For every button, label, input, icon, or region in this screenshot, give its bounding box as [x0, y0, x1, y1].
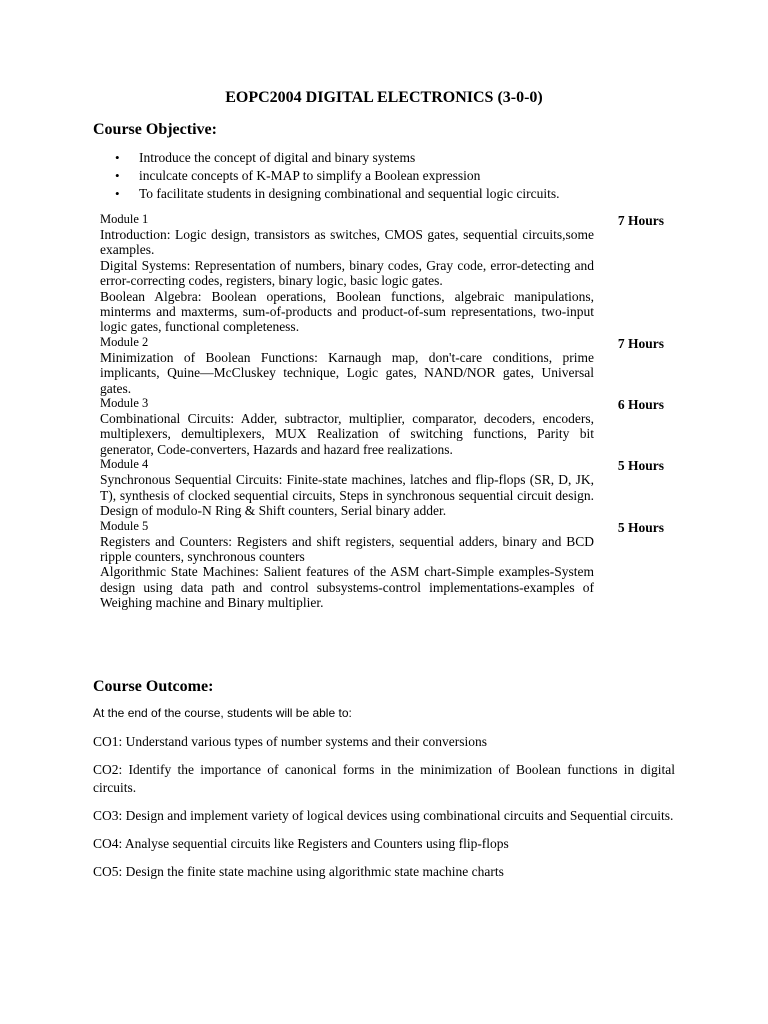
module-list: [100, 212, 670, 611]
module-label: Module 1: [100, 212, 149, 226]
objective-item: [93, 167, 693, 185]
outcome-list: [93, 733, 675, 891]
bullet-icon: •: [115, 150, 120, 165]
module-label: Module 5: [100, 518, 149, 533]
module-paragraph: Algorithmic State Machines: Salient features of the ASM chart-Simple examples-System design using data path and control subsystems-control implementations-examples of Weighing machine and Binary multiplier.: [100, 564, 594, 611]
module-paragraph: Digital Systems: Representation of numbers, binary codes, Gray code, error-detecting and error-correcting codes, registers, binary logic, basic logic gates.: [100, 257, 594, 289]
course-outcome-item: CO3: Design and implement variety of logical devices using combinational circuits and Sequential circuits.: [93, 808, 674, 823]
course-outcome-item: CO4: Analyse sequential circuits like Registers and Counters using flip-flops: [93, 836, 509, 851]
module-hours: 6 Hours: [617, 397, 664, 413]
bullet-icon: •: [115, 186, 120, 201]
module-hours: 5 Hours: [617, 458, 664, 474]
module-1: [100, 212, 670, 335]
module-paragraph: Minimization of Boolean Functions: Karnaugh map, don't-care conditions, prime implicants, Quine—McCluskey technique, Logic gates, NAND/NOR gates, Universal gates.: [100, 349, 594, 396]
objective-text: inculcate concepts of K-MAP to simplify a Boolean expression: [139, 168, 481, 183]
outcome-intro: At the end of the course, students will be able to:: [93, 706, 352, 720]
module-label: Module 3: [100, 396, 149, 411]
module-2: [100, 335, 670, 396]
course-objective-heading: Course Objective:: [93, 121, 217, 138]
module-label: Module 2: [100, 334, 149, 349]
objective-list: [93, 149, 693, 203]
module-5: [100, 519, 670, 611]
objective-text: To facilitate students in designing combinational and sequential logic circuits.: [139, 186, 560, 201]
module-hours: 7 Hours: [617, 213, 664, 228]
module-3: [100, 396, 670, 457]
objective-text: Introduce the concept of digital and binary systems: [139, 150, 416, 165]
module-4: [100, 457, 670, 518]
module-paragraph: Registers and Counters: Registers and shift registers, sequential adders, binary and BCD ripple counters, synchronous counters: [100, 533, 594, 564]
course-outcome-item: CO1: Understand various types of number systems and their conversions: [93, 734, 488, 749]
module-paragraph: Synchronous Sequential Circuits: Finite-state machines, latches and flip-flops (SR, D, JK, T), synthesis of clocked sequential circuits, Steps in synchronous sequential circuit design. Design of modulo-N Ring & Shift counters, Serial binary adder.: [100, 472, 594, 519]
module-label: Module 4: [100, 457, 149, 472]
module-hours: 7 Hours: [617, 335, 664, 351]
course-outcome-heading: Course Outcome:: [93, 678, 214, 695]
module-paragraph: Boolean Algebra: Boolean operations, Boolean functions, algebraic manipulations, minterms and maxterms, sum-of-products and product-of-sum representations, two-input logic gates, functional completeness.: [100, 288, 594, 335]
module-hours: 5 Hours: [617, 519, 664, 535]
objective-item: [93, 149, 693, 167]
bullet-icon: •: [115, 168, 120, 183]
module-paragraph: Combinational Circuits: Adder, subtractor, multiplier, comparator, decoders, encoders, multiplexers, demultiplexers, MUX Realization of switching functions, Parity bit generator, Code-converters, Hazards and hazard free realizations.: [100, 411, 594, 457]
course-outcome-item: CO2: Identify the importance of canonical forms in the minimization of Boolean functions in digital circuits.: [93, 762, 675, 795]
objective-item: [93, 185, 693, 203]
page-title: EOPC2004 DIGITAL ELECTRONICS (3-0-0): [225, 89, 543, 106]
course-outcome-item: CO5: Design the finite state machine using algorithmic state machine charts: [93, 864, 504, 879]
module-paragraph: Introduction: Logic design, transistors as switches, CMOS gates, sequential circuits,some examples.: [100, 227, 594, 258]
